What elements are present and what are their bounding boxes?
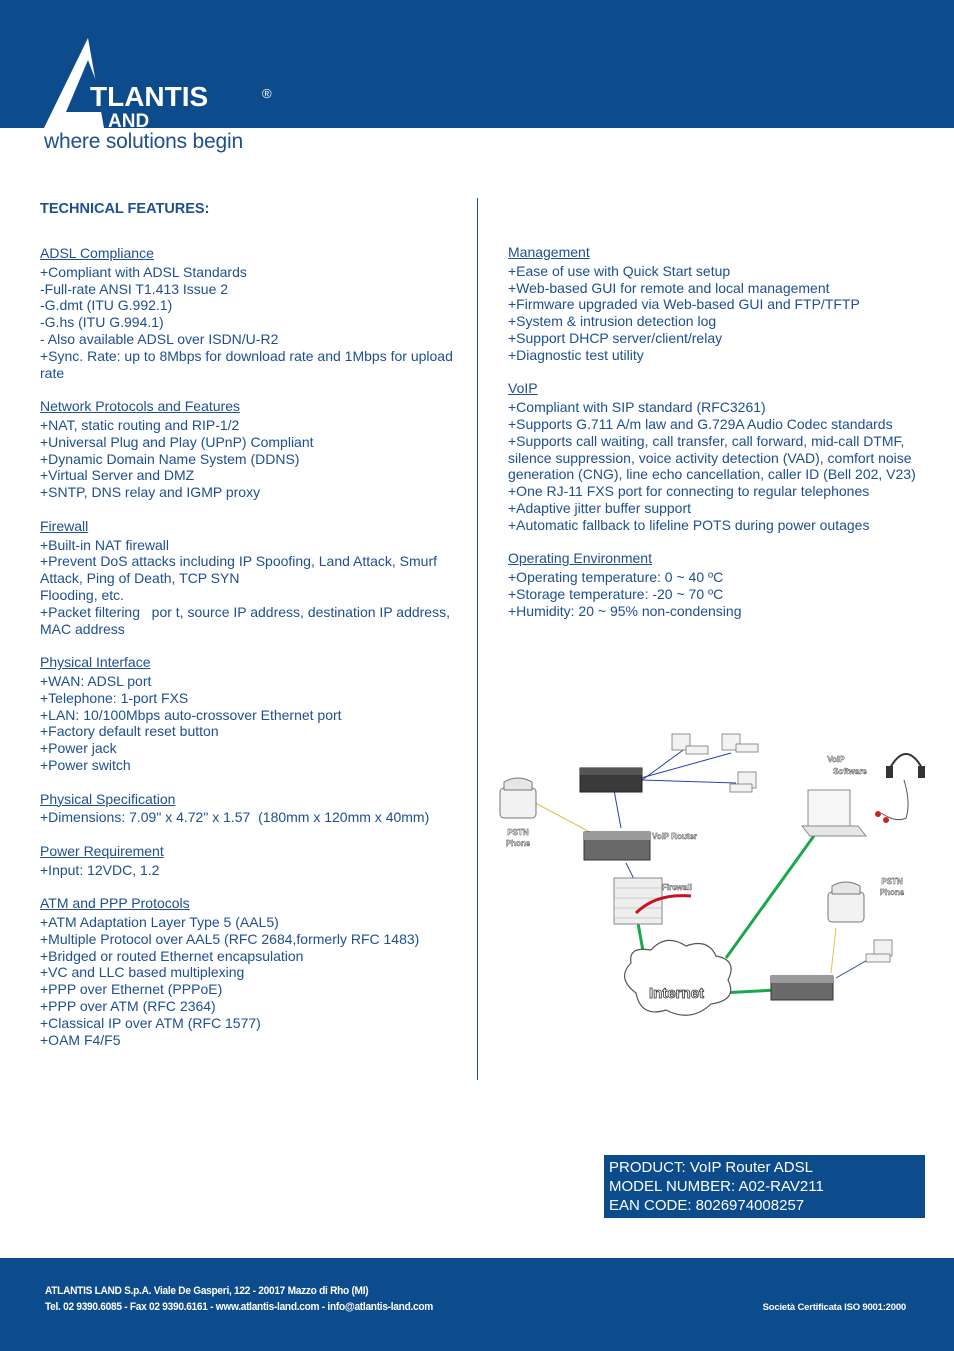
feature-line: +Packet filtering por t, source IP address, destination IP address, MAC address (40, 603, 454, 637)
pstn-phone-left-label-1: PSTN (507, 828, 529, 837)
product-name: PRODUCT: VoIP Router ADSL (609, 1159, 813, 1176)
feature-line: +WAN: ADSL port (40, 672, 152, 689)
feature-line: +Firmware upgraded via Web-based GUI and FTP/TFTP (508, 296, 860, 313)
feature-line: +PPP over Ethernet (PPPoE) (40, 981, 223, 998)
section-title: Operating Environment (508, 550, 652, 567)
product-info-box (604, 1155, 925, 1218)
product-model: MODEL NUMBER: A02-RAV211 (609, 1178, 824, 1195)
link-switch-pc2 (641, 753, 731, 778)
feature-line: +Multiple Protocol over AAL5 (RFC 2684,formerly RFC 1483) (40, 930, 420, 947)
feature-line: +Bridged or routed Ethernet encapsulation (40, 947, 304, 964)
section-title: Network Protocols and Features (40, 398, 240, 415)
pstn-phone-right-label-1: PSTN (881, 877, 903, 886)
footer-contacts: Tel. 02 9390.6085 - Fax 02 9390.6161 - www.atlantis-land.com - info@atlantis-land.com (45, 1301, 433, 1313)
feature-line: +Telephone: 1-port FXS (40, 689, 189, 706)
section-title: Physical Specification (40, 790, 176, 807)
feature-line: +Web-based GUI for remote and local management (508, 279, 830, 296)
feature-line: +Dynamic Domain Name System (DDNS) (40, 450, 300, 467)
feature-line: +OAM F4/F5 (40, 1031, 121, 1048)
headset-earpiece (918, 766, 925, 778)
pc-icon (866, 954, 890, 962)
feature-section (40, 843, 460, 879)
feature-line: +Compliant with ADSL Standards (40, 263, 247, 280)
feature-section (508, 380, 928, 533)
feature-line: +Support DHCP server/client/relay (508, 329, 723, 346)
feature-line: - Also available ADSL over ISDN/U-R2 (40, 330, 279, 347)
feature-line: +Operating temperature: 0 ~ 40 ºC (508, 569, 724, 586)
logo-text: TLANTIS (90, 81, 209, 112)
feature-line: +Universal Plug and Play (UPnP) Compliant (40, 433, 314, 450)
pstn-phone-right-label-2: Phone (879, 888, 905, 897)
feature-line: +Power jack (40, 740, 117, 757)
headset-plug (875, 811, 881, 817)
tagline: where solutions begin (44, 130, 243, 153)
feature-line: +Automatic fallback to lifeline POTS during power outages (508, 516, 870, 533)
voip-router-top (584, 832, 650, 840)
laptop-icon (808, 790, 850, 826)
feature-line: -Full-rate ANSI T1.413 Issue 2 (40, 280, 229, 297)
feature-line: +Ease of use with Quick Start setup (508, 262, 731, 279)
link-switch-router (614, 790, 621, 828)
feature-line: +Built-in NAT firewall (40, 536, 170, 553)
feature-line: +Diagnostic test utility (508, 346, 644, 363)
internet-cloud-icon (625, 940, 732, 1015)
feature-section (40, 895, 460, 1048)
feature-line: +LAN: 10/100Mbps auto-crossover Ethernet port (40, 706, 342, 723)
section-title: Power Requirement (40, 842, 164, 859)
voip-software-label-2: Software (833, 767, 867, 776)
section-title: Management (508, 244, 590, 260)
pc-icon (874, 940, 892, 956)
link-internet-laptop (726, 833, 816, 958)
network-diagram (486, 728, 926, 1018)
pc-icon (730, 784, 752, 792)
headset-earpiece (886, 766, 893, 778)
link-switch-pc3 (641, 780, 736, 783)
firewall-label: Firewall (662, 883, 692, 892)
iso-certification: Società Certificata ISO 9001:2000 (762, 1302, 906, 1313)
feature-section (508, 550, 928, 619)
pstn-phone-right-icon (828, 892, 864, 922)
feature-line: +Dimensions: 7.09" x 4.72" x 1.57 (180mm x 120mm x 40mm) (40, 809, 430, 826)
feature-section (40, 398, 460, 501)
registered-mark: ® (262, 86, 272, 101)
laptop-base (802, 826, 866, 836)
feature-line: +Storage temperature: -20 ~ 70 ºC (508, 585, 724, 602)
technical-features-title: TECHNICAL FEATURES: (40, 201, 210, 217)
feature-section (40, 654, 460, 774)
product-ean: EAN CODE: 8026974008257 (609, 1197, 805, 1214)
section-title: ADSL Compliance (40, 245, 154, 261)
feature-line: +PPP over ATM (RFC 2364) (40, 998, 216, 1015)
feature-section (40, 245, 460, 381)
left-column (40, 245, 460, 1065)
pstn-phone-left-label-2: Phone (505, 839, 531, 848)
feature-line: +Virtual Server and DMZ (40, 467, 195, 484)
atlantis-logo (0, 0, 300, 132)
feature-line: +Compliant with SIP standard (RFC3261) (508, 399, 766, 416)
feature-line: +Classical IP over ATM (RFC 1577) (40, 1014, 261, 1031)
feature-line: +One RJ-11 FXS port for connecting to regular telephones (508, 483, 870, 500)
feature-section (508, 244, 928, 364)
feature-line: +Power switch (40, 756, 131, 773)
feature-line: +Prevent DoS attacks including IP Spoofing, Land Attack, Smurf Attack, Ping of Death, TCP SYN (40, 553, 441, 587)
feature-line: +Supports G.711 A/m law and G.729A Audio Codec standards (508, 415, 893, 432)
feature-line: +Supports call waiting, call transfer, call forward, mid-call DTMF, silence suppression, voice activity detection (VAD), comfort noise generation (CNG), line echo cancellation, caller ID (Bell 202, V23) (508, 432, 916, 483)
remote-router-top (771, 976, 833, 983)
feature-line: +Factory default reset button (40, 723, 219, 740)
internet-label: Internet (649, 985, 705, 1002)
feature-section (40, 791, 460, 827)
feature-line: Flooding, etc. (40, 586, 125, 603)
section-title: Physical Interface (40, 654, 151, 671)
feature-line: +System & intrusion detection log (508, 313, 717, 330)
pc-icon (686, 746, 708, 754)
logo-sub: AND (108, 111, 150, 132)
pstn-phone-left-icon (500, 788, 536, 818)
column-divider (477, 198, 478, 1080)
feature-line: -G.dmt (ITU G.992.1) (40, 297, 173, 314)
feature-line: -G.hs (ITU G.994.1) (40, 314, 164, 331)
feature-line: +Sync. Rate: up to 8Mbps for download rate and 1Mbps for upload rate (40, 347, 457, 381)
headset-cable (881, 780, 908, 820)
feature-line: +NAT, static routing and RIP-1/2 (40, 416, 240, 433)
switch-top (580, 768, 642, 775)
voip-software-label-1: VoIP (827, 755, 845, 764)
feature-line: +Humidity: 20 ~ 95% non-condensing (508, 602, 742, 619)
phone-handset (504, 778, 532, 790)
right-column (508, 244, 928, 636)
link-remote-phone (831, 928, 836, 973)
footer-address: ATLANTIS LAND S.p.A. Viale De Gasperi, 122 - 20017 Mazzo di Rho (MI) (45, 1285, 369, 1297)
feature-line: +SNTP, DNS relay and IGMP proxy (40, 484, 261, 501)
section-title: Firewall (40, 517, 89, 534)
headset-icon (890, 754, 922, 768)
voip-router-label: VoIP Router (652, 832, 698, 841)
pc-icon (736, 744, 758, 752)
feature-line: +Adaptive jitter buffer support (508, 499, 692, 516)
feature-line: +Input: 12VDC, 1.2 (40, 861, 160, 878)
link-switch-pc1 (638, 748, 686, 783)
phone-handset (832, 882, 860, 894)
feature-section (40, 518, 460, 638)
section-title: VoIP (508, 380, 538, 397)
headset-plug (883, 817, 889, 823)
feature-line: +VC and LLC based multiplexing (40, 964, 245, 981)
section-title: ATM and PPP Protocols (40, 895, 190, 912)
feature-line: +ATM Adaptation Layer Type 5 (AAL5) (40, 914, 279, 931)
